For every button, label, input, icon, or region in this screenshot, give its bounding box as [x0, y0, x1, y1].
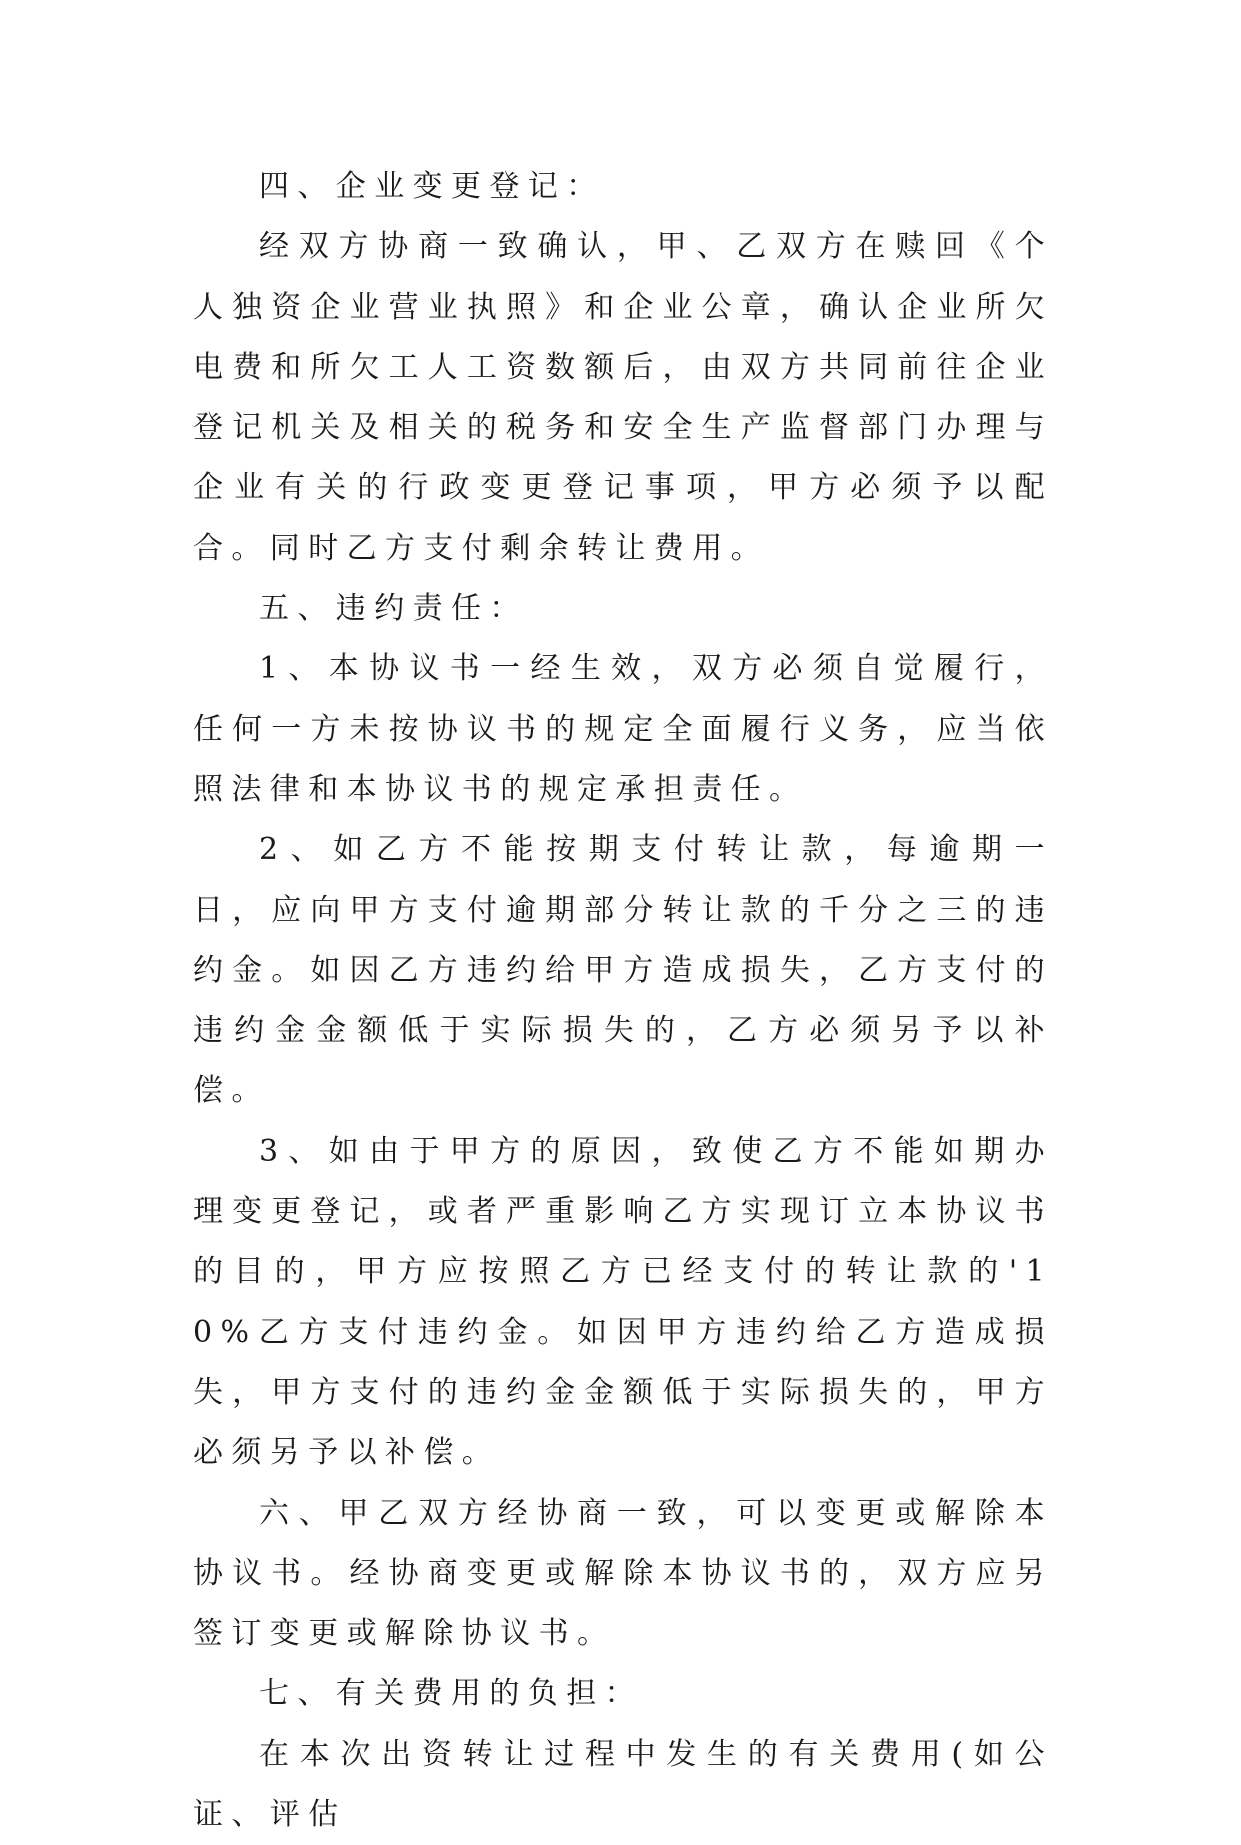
section-heading-breach-liability: 五、违约责任：	[259, 591, 528, 627]
section-heading-fees: 七、有关费用的负担：	[259, 1676, 643, 1712]
paragraph-change-registration: 经双方协商一致确认，甲、乙双方在赎回《个人独资企业营业执照》和企业公章，确认企业所欠电费和所欠工人工资数额后，由双方共同前往企业登记机关及相关的税务和安全生产监督部门办理与企业有关的行政变更登记事项，甲方必须予以配合。同时乙方支付剩余转让费用。	[193, 229, 1053, 566]
document-body	[193, 157, 1053, 1845]
paragraph-fees: 在本次出资转让过程中发生的有关费用(如公证、评估	[193, 1736, 1053, 1833]
paragraph-breach-item-2: 2、如乙方不能按期支付转让款，每逾期一日，应向甲方支付逾期部分转让款的千分之三的违约金。如因乙方违约给甲方造成损失，乙方支付的违约金金额低于实际损失的，乙方必须另予以补偿。	[193, 832, 1053, 1109]
section-heading-change-registration: 四、企业变更登记：	[259, 169, 605, 204]
paragraph-breach-item-3: 3、如由于甲方的原因，致使乙方不能如期办理变更登记，或者严重影响乙方实现订立本协议书的目的，甲方应按照乙方已经支付的转让款的'10%乙方支付违约金。如因甲方违约给乙方造成损失，甲方支付的违约金金额低于实际损失的，甲方必须另予以补偿。	[193, 1133, 1053, 1471]
paragraph-amendment: 六、甲乙双方经协商一致，可以变更或解除本协议书。经协商变更或解除本协议书的，双方应另签订变更或解除协议书。	[193, 1495, 1053, 1652]
paragraph-breach-item-1: 1、本协议书一经生效，双方必须自觉履行，任何一方未按协议书的规定全面履行义务，应当依照法律和本协议书的规定承担责任。	[193, 651, 1053, 807]
